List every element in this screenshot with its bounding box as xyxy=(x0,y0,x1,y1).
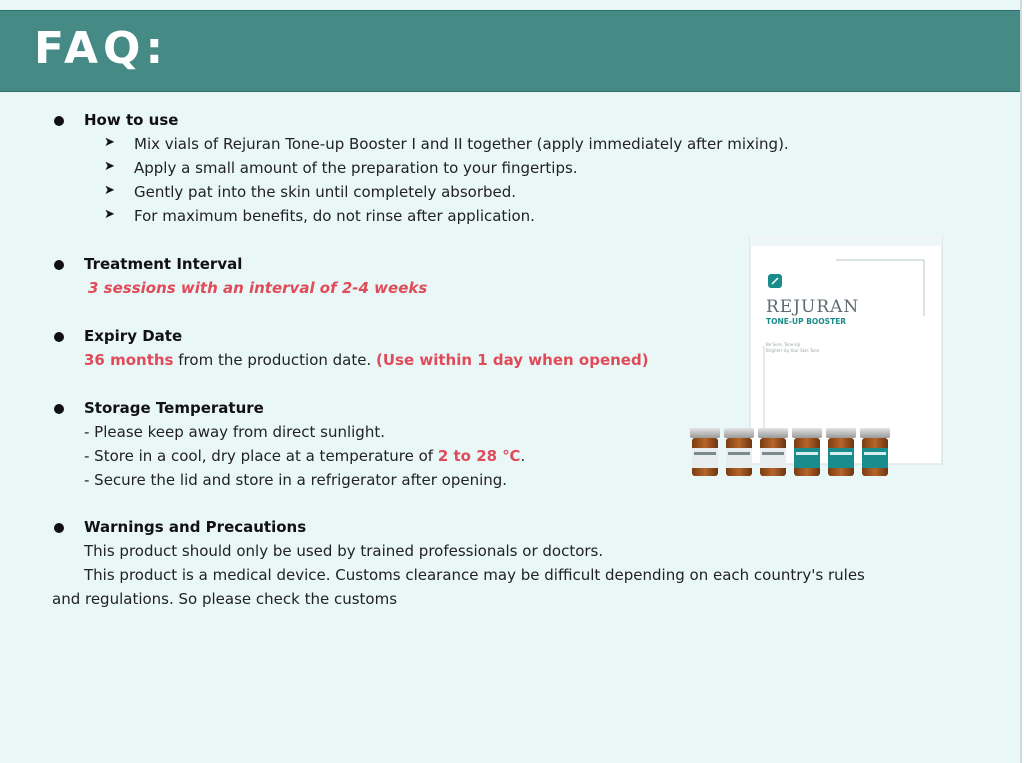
step-text: Gently pat into the skin until completely absorbed. xyxy=(134,183,517,201)
section-title: Warnings and Precautions xyxy=(84,518,307,536)
product-image xyxy=(686,236,946,476)
warnings-line-2: This product is a medical device. Customs clearance may be difficult depending on each country's rules xyxy=(84,566,865,584)
expiry-highlight: 36 months xyxy=(84,351,174,369)
bullet-icon xyxy=(54,260,64,270)
expiry-text: from the production date. xyxy=(173,351,376,369)
step-text: For maximum benefits, do not rinse after application. xyxy=(134,207,535,225)
bullet-icon xyxy=(54,332,64,342)
storage-line-3: - Secure the lid and store in a refrigerator after opening. xyxy=(84,471,508,489)
step-text: Apply a small amount of the preparation to your fingertips. xyxy=(134,159,578,177)
list-item xyxy=(104,183,904,203)
storage-line-2 xyxy=(84,447,525,465)
interval-text: 3 sessions with an interval of 2-4 weeks xyxy=(88,279,428,297)
bullet-icon xyxy=(54,404,64,414)
arrow-bullet-icon: ➤ xyxy=(104,207,115,222)
product-illustration xyxy=(686,236,946,476)
storage-line-2-prefix: - Store in a cool, dry place at a temperature of xyxy=(84,447,438,465)
expiry-note: (Use within 1 day when opened) xyxy=(376,351,649,369)
storage-line-2-suffix: . xyxy=(520,447,526,465)
bullet-icon xyxy=(54,116,64,126)
product-subtext-2: Brighter Up Your Skin Tone xyxy=(766,348,820,353)
warnings-line-1: This product should only be used by trained professionals or doctors. xyxy=(84,542,604,560)
expiry-line xyxy=(84,351,649,369)
arrow-bullet-icon: ➤ xyxy=(104,135,115,150)
section-title: Expiry Date xyxy=(84,327,183,345)
list-item xyxy=(104,135,904,155)
section-title: How to use xyxy=(84,111,179,129)
arrow-bullet-icon: ➤ xyxy=(104,159,115,174)
product-subtext-1: Be Sure, Tone-Up xyxy=(766,342,801,347)
warnings-line-3: and regulations. So please check the customs xyxy=(52,590,398,608)
bullet-icon xyxy=(54,523,64,533)
step-text: Mix vials of Rejuran Tone-up Booster I and II together (apply immediately after mixing). xyxy=(134,135,789,153)
header-bar xyxy=(0,10,1020,92)
section-title: Storage Temperature xyxy=(84,399,264,417)
section-title: Treatment Interval xyxy=(84,255,243,273)
storage-temperature-highlight: 2 to 28 ℃ xyxy=(437,447,521,465)
arrow-bullet-icon: ➤ xyxy=(104,183,115,198)
product-brand: REJURAN xyxy=(766,297,860,317)
product-name: TONE-UP BOOSTER xyxy=(766,317,847,326)
storage-line-1: - Please keep away from direct sunlight. xyxy=(84,423,385,441)
list-item xyxy=(104,207,904,227)
list-item xyxy=(104,159,904,179)
page-title: FAQ: xyxy=(34,23,169,74)
